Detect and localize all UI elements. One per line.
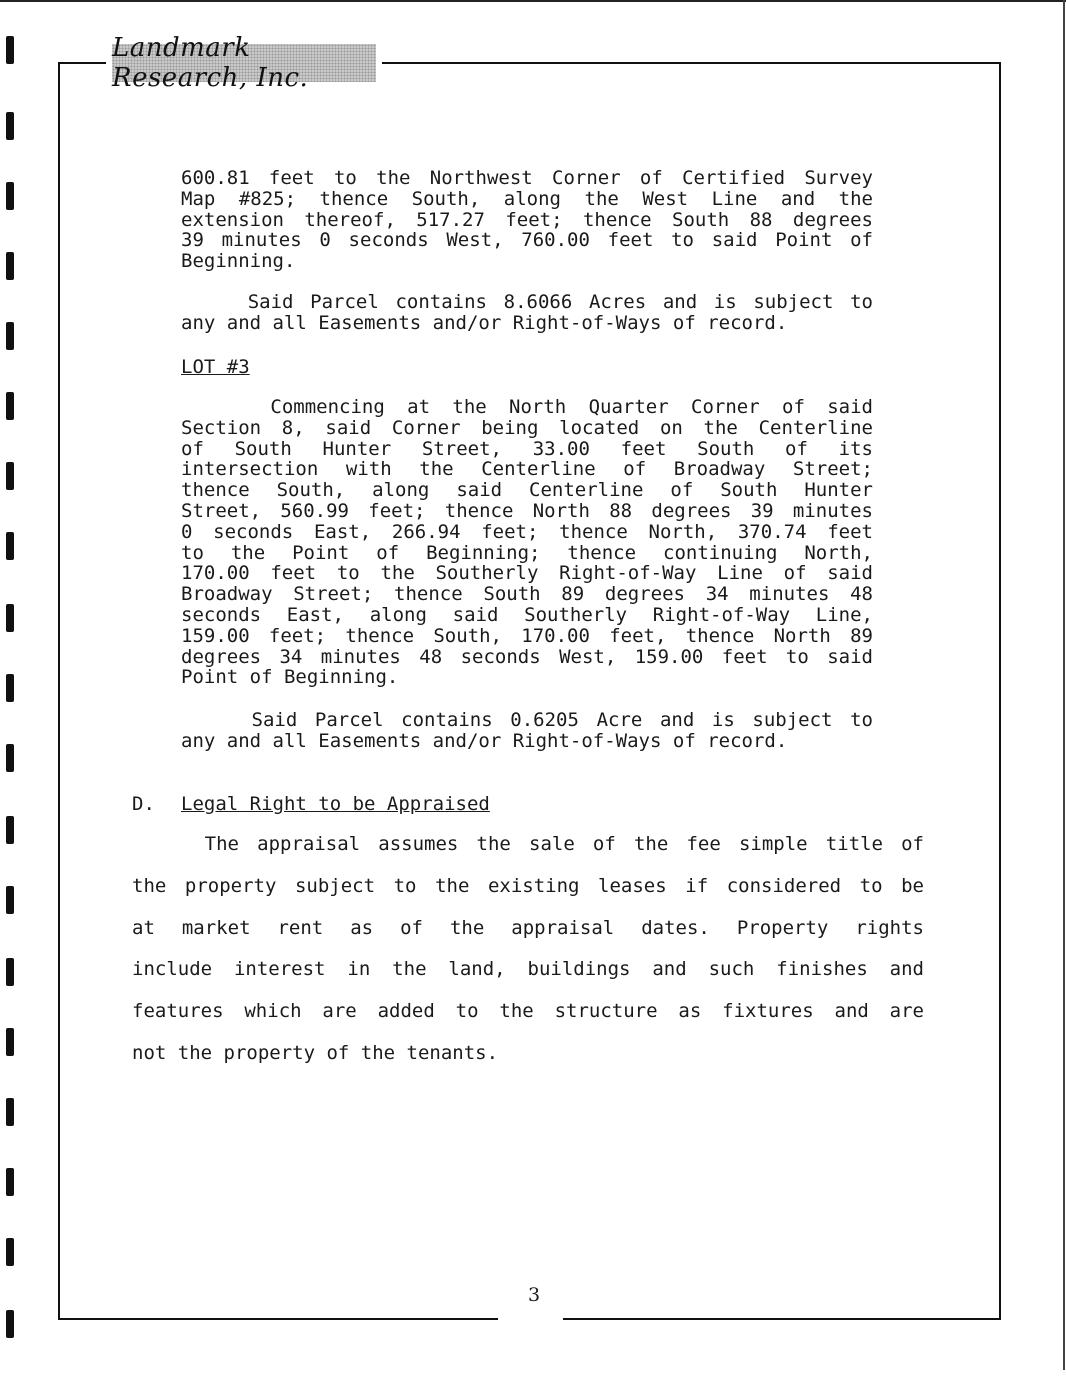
- page-right-edge: [1063, 0, 1065, 1370]
- paragraph-survey-continuation: [181, 168, 873, 272]
- text-line: degrees 34 minutes 48 seconds West, 159.00 feet to said: [181, 645, 873, 668]
- section-d-body: [132, 824, 924, 1075]
- page-top-edge: [0, 0, 1066, 2]
- binding-hole: [6, 112, 14, 140]
- text-line: features which are added to the structure as fixtures and are: [132, 1000, 924, 1023]
- text-line: Point of Beginning.: [181, 666, 399, 689]
- binding-hole: [6, 1098, 14, 1126]
- paragraph-parcel-acreage-2: [181, 710, 873, 752]
- text-line: 159.00 feet; thence South, 170.00 feet, thence North 89: [181, 624, 873, 647]
- paragraph-parcel-acreage-1: [181, 292, 873, 334]
- binding-hole: [6, 744, 14, 772]
- text-line: 600.81 feet to the Northwest Corner of Certified Survey: [181, 167, 873, 189]
- text-line: thence South, along said Centerline of South Hunter: [181, 479, 873, 502]
- binding-hole: [6, 36, 14, 64]
- binding-hole: [6, 182, 14, 210]
- text-line: The appraisal assumes the sale of the fee simple title of: [132, 833, 924, 855]
- text-line: of South Hunter Street, 33.00 feet South of its: [181, 437, 873, 460]
- text-line: any and all Easements and/or Right-of-Ways of record.: [181, 729, 788, 752]
- text-line: Said Parcel contains 8.6066 Acres and is subject to: [181, 291, 873, 313]
- frame-right-rule: [999, 62, 1001, 1320]
- binding-hole: [6, 532, 14, 560]
- text-line: any and all Easements and/or Right-of-Ways of record.: [181, 311, 788, 334]
- section-d-title: Legal Right to be Appraised: [181, 793, 490, 815]
- binding-hole: [6, 604, 14, 632]
- text-line: the property subject to the existing leases if considered to be: [132, 874, 924, 897]
- binding-hole: [6, 958, 14, 986]
- text-line: Broadway Street; thence South 89 degrees 34 minutes 48: [181, 583, 873, 606]
- text-line: Beginning.: [181, 250, 296, 273]
- text-line: Map #825; thence South, along the West Line and the: [181, 187, 873, 210]
- binding-hole: [6, 392, 14, 420]
- company-logo: Landmark Research, Inc.: [112, 44, 376, 82]
- binding-hole: [6, 1310, 14, 1338]
- text-line: intersection with the Centerline of Broadway Street;: [181, 458, 873, 481]
- text-line: to the Point of Beginning; thence continuing North,: [181, 541, 873, 564]
- text-line: Commencing at the North Quarter Corner of said: [181, 396, 873, 418]
- frame-top-rule-right: [382, 62, 1001, 64]
- text-line: Said Parcel contains 0.6205 Acre and is subject to: [181, 709, 873, 731]
- text-line: seconds East, along said Southerly Right-of-Way Line,: [181, 603, 873, 626]
- frame-bottom-rule-right: [563, 1318, 1001, 1320]
- paragraph-lot-3-description: [181, 397, 873, 688]
- text-line: include interest in the land, buildings and such finishes and: [132, 958, 924, 981]
- text-line: 0 seconds East, 266.94 feet; thence North, 370.74 feet: [181, 520, 873, 543]
- binding-hole: [6, 886, 14, 914]
- frame-top-rule-left: [58, 62, 106, 64]
- binding-hole: [6, 1168, 14, 1196]
- text-line: Section 8, said Corner being located on the Centerline: [181, 416, 873, 439]
- binding-hole: [6, 816, 14, 844]
- frame-bottom-rule-left: [58, 1318, 498, 1320]
- lot-heading: LOT #3: [181, 356, 250, 378]
- text-line: not the property of the tenants.: [132, 1041, 499, 1064]
- binding-hole: [6, 462, 14, 490]
- binding-hole: [6, 1028, 14, 1056]
- frame-left-rule: [58, 62, 60, 1320]
- binding-hole: [6, 252, 14, 280]
- binding-hole: [6, 674, 14, 702]
- text-line: extension thereof, 517.27 feet; thence South 88 degrees: [181, 208, 873, 231]
- text-line: at market rent as of the appraisal dates. Property rights: [132, 916, 924, 939]
- page-number: 3: [527, 1284, 541, 1306]
- text-line: 170.00 feet to the Southerly Right-of-Way Line of said: [181, 562, 873, 585]
- binding-hole: [6, 1238, 14, 1266]
- binding-hole: [6, 322, 14, 350]
- section-d-marker: D.: [132, 793, 155, 815]
- text-line: Street, 560.99 feet; thence North 88 degrees 39 minutes: [181, 499, 873, 522]
- text-line: 39 minutes 0 seconds West, 760.00 feet to said Point of: [181, 229, 873, 252]
